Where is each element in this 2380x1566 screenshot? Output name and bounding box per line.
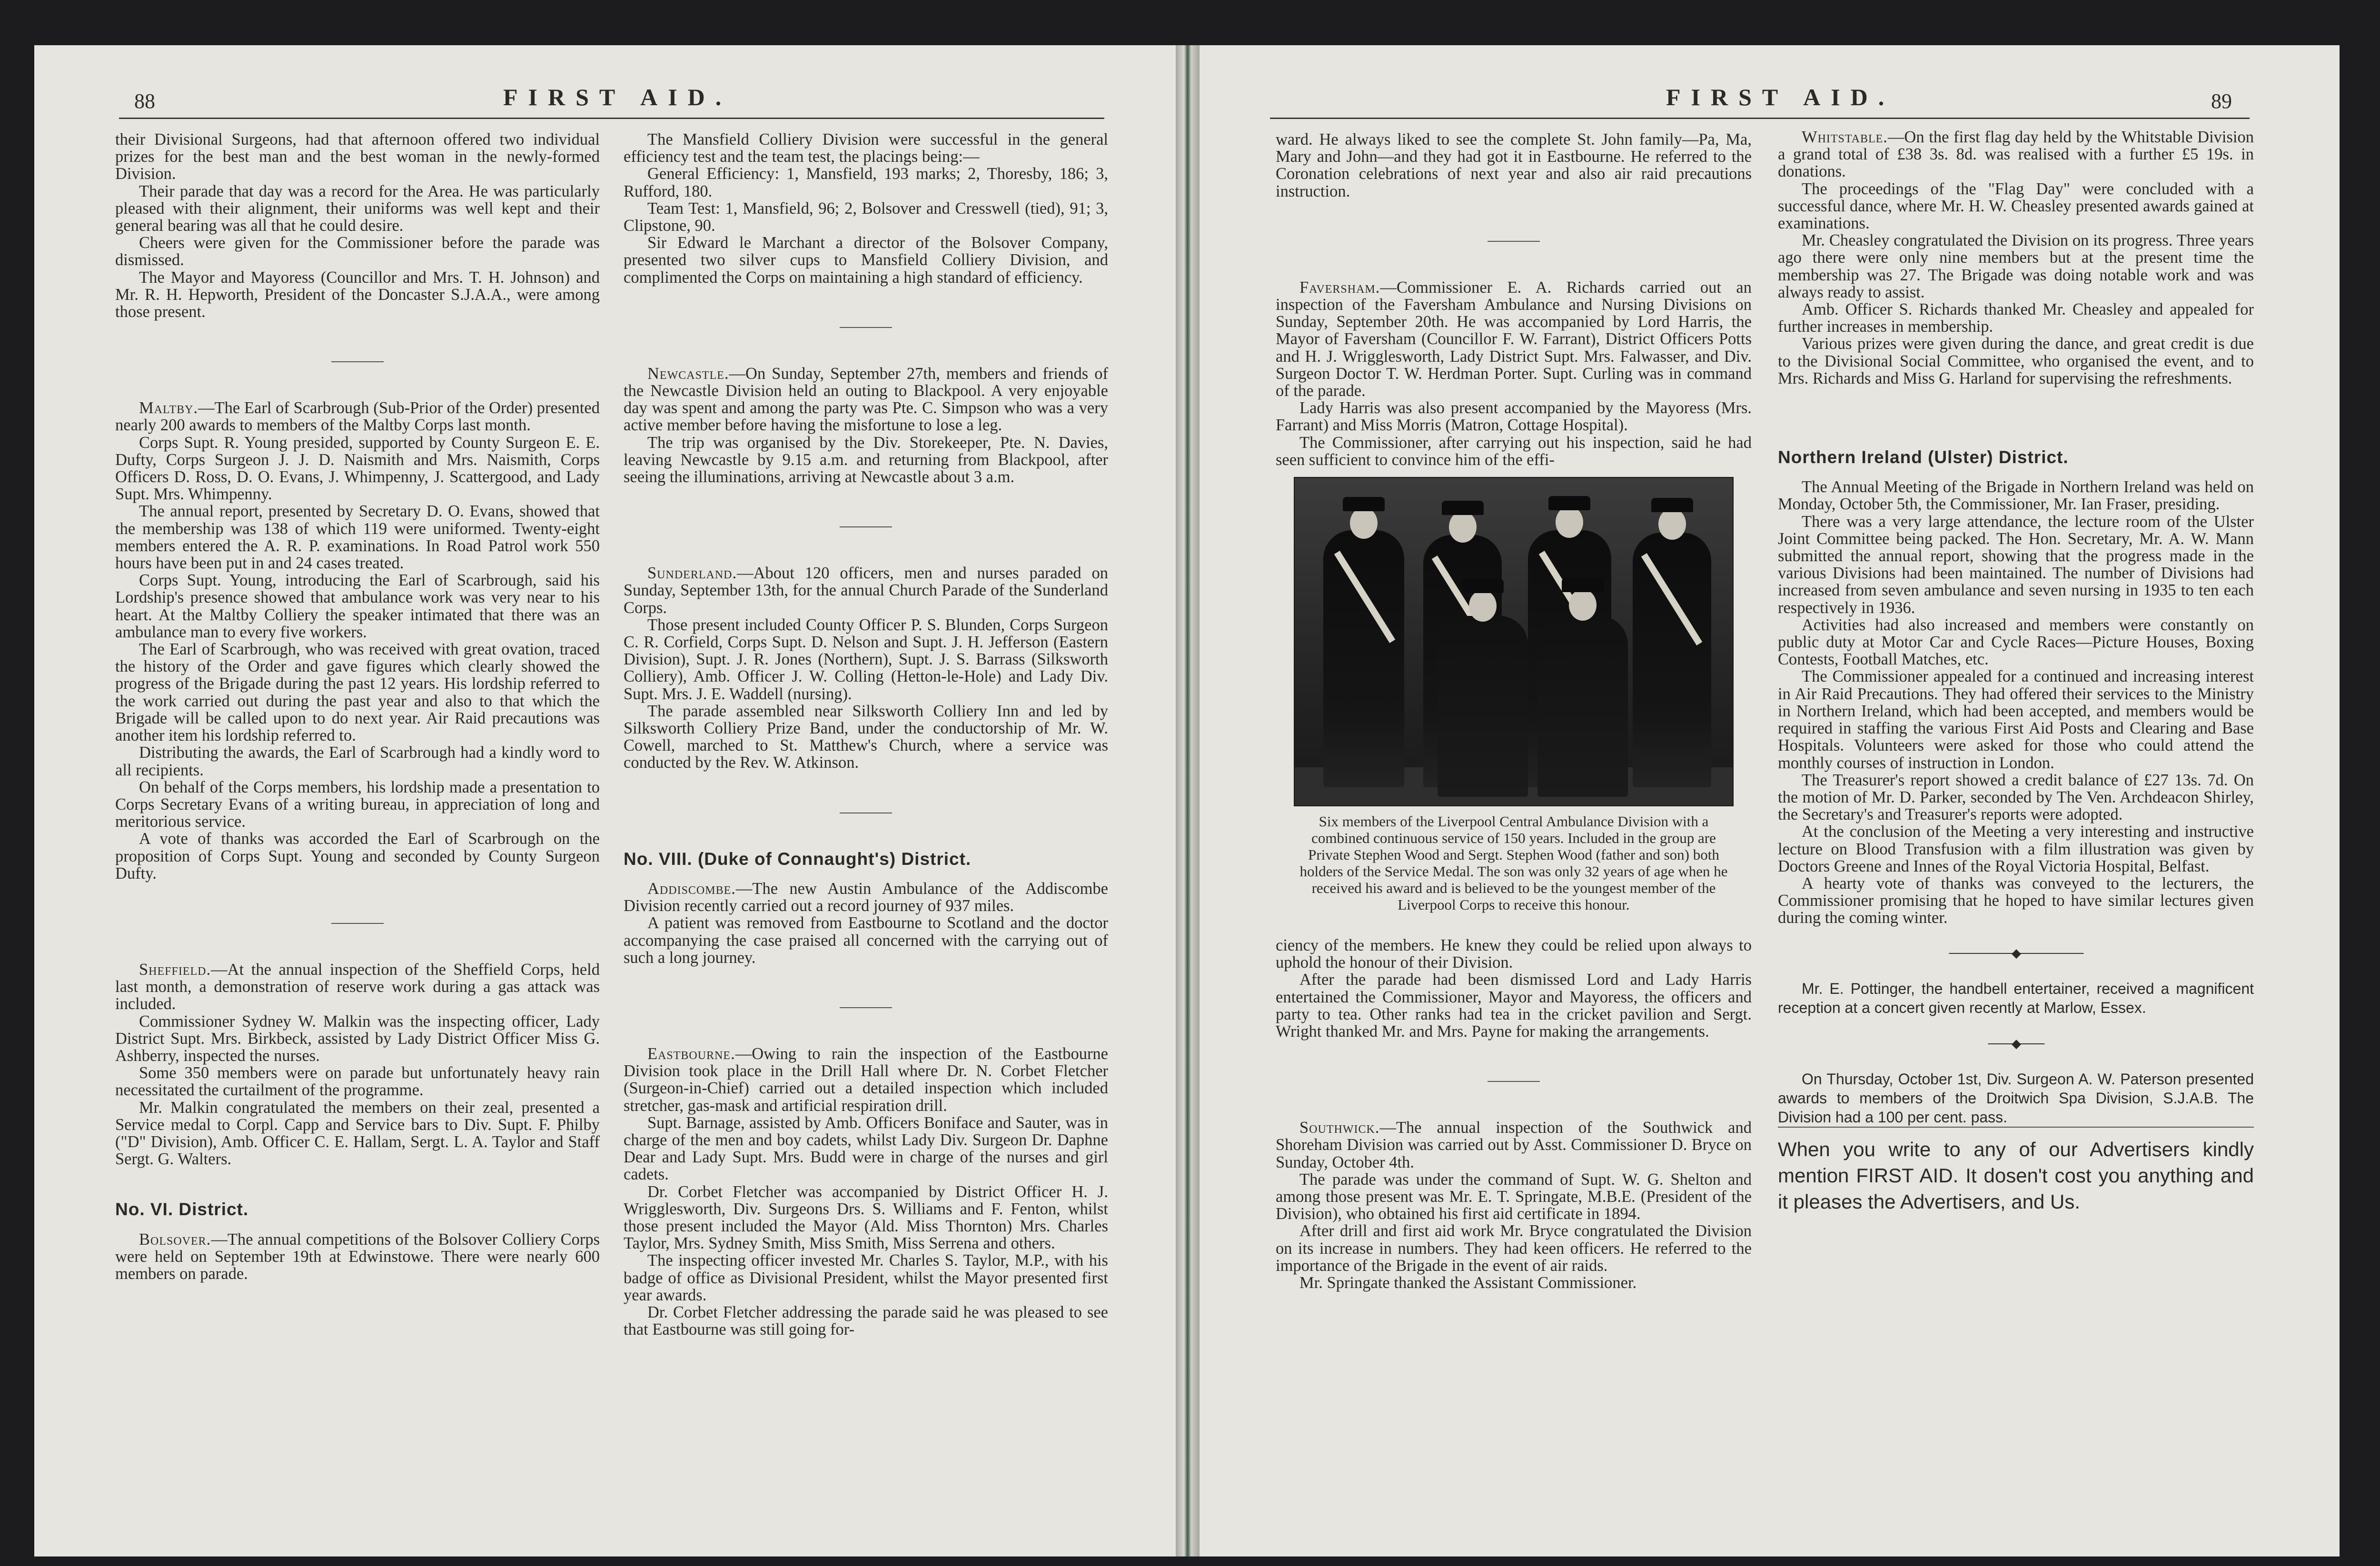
photo-head: [1569, 589, 1597, 621]
paragraph: Dr. Corbet Fletcher addressing the parade said he was pleased to see that Eastbourne was still going for-: [624, 1303, 1108, 1339]
paragraph: Those present included County Officer P. S. Blunden, Corps Surgeon C. R. Corfield, Corps Supt. D. Nelson and Supt. J. H. Jefferson (Eastern Division), Supt. J. R. Jones (Northern), Supt. J. S. Barrass (Silksworth Colliery), Amb. Officer J. W. Colling (Hetton-le-Hole) and Lady Div. Supt. Mrs. J. E. Waddell (nursing).: [624, 615, 1108, 703]
photo-cap: [1343, 497, 1385, 511]
section-divider: [840, 1007, 892, 1008]
paragraph: —The annual inspection of the Southwick and Shoreham Division was carried out by Asst. Commissioner D. Bryce on Sunday, October 4th.: [1276, 1119, 1752, 1171]
section-divider: [840, 526, 892, 527]
paragraph: The Commissioner, after carrying out his inspection, said he had seen sufficient to convince him of the effi-: [1276, 433, 1752, 469]
paragraph: At the conclusion of the Meeting a very interesting and instructive lecture on Blood Transfusion with a film illustration was given by Doctors Greene and Innes of the Royal Victoria Hospital, Belfast.: [1778, 823, 2254, 875]
section-divider: [840, 327, 892, 328]
paragraph: —Commissioner E. A. Richards carried out an inspection of the Faversham Ambulance and Nursing Divisions on Sunday, September 20th. He was accompanied by Lord Harris, the Mayor of Faversham (Councillor F. W. Farrant), District Officers Potts and H. J. Wrigglesworth, Lady District Supt. Mrs. Falwasser, and Div. Surgeon Doctor T. W. Herdman Porter. Supt. Curling was in command of the parade.: [1276, 278, 1752, 400]
ornament-divider: ───◆───: [1988, 1036, 2044, 1051]
paragraph: —The Earl of Scarbrough (Sub-Prior of the Order) presented nearly 200 awards to members of the Maltby Corps last month.: [115, 399, 600, 435]
paragraph: Sir Edward le Marchant a director of the Bolsover Company, presented two silver cups to Mansfield Colliery Division, and complimented the Corps on maintaining a high standard of efficiency.: [624, 234, 1108, 287]
paragraph: After drill and first aid work Mr. Bryce congratulated the Division on its increase in numbers. They had keen officers. He referred to the importance of the Brigade in the event of air raids.: [1276, 1222, 1752, 1275]
place-name: Whitstable.: [1802, 128, 1888, 146]
paragraph: The Annual Meeting of the Brigade in Northern Ireland was held on Monday, October 5th, the Commissioner, Mr. Ian Fraser, presiding.: [1778, 478, 2254, 514]
paragraph: There was a very large attendance, the lecture room of the Ulster Joint Committee being packed. The Hon. Secretary, Mr. A. W. Mann submitted the annual report, showing that the progress made in the various Divisions had been maintained. The number of Divisions had increased from seven ambulance and seven nursing in 1935 to ten each respectively in 1936.: [1778, 512, 2254, 617]
paragraph: —On the first flag day held by the Whitstable Division a grand total of £38 3s. 8d. was realised with a further £5 19s. in donations.: [1778, 128, 2254, 181]
paragraph: The parade assembled near Silksworth Colliery Inn and led by Silksworth Colliery Prize Band, under the conductorship of Mr. W. Cowell, marched to St. Matthew's Church, where a service was conducted by the Rev. W. Atkinson.: [624, 702, 1108, 772]
group-photograph: [1294, 477, 1734, 806]
photo-head: [1469, 590, 1497, 622]
photo-figure: [1438, 616, 1528, 797]
photo-head: [1658, 508, 1686, 540]
place-name: Sunderland.: [647, 564, 737, 583]
column-right-1: [1276, 131, 1752, 1291]
right-page: [1200, 45, 2340, 1556]
place-name: Sheffield.: [139, 960, 211, 979]
paragraph: The Mansfield Colliery Division were successful in the general efficiency test and the team test, the placings being:—: [624, 130, 1108, 166]
paragraph: ward. He always liked to see the complete St. John family—Pa, Ma, Mary and John—and they had got it in Eastbourne. He referred to the Coronation celebrations of next year and also air raid precautions instruction.: [1276, 130, 1752, 200]
paragraph: —At the annual inspection of the Sheffield Corps, held last month, a demonstration of reserve work during a gas attack was included.: [115, 960, 600, 1013]
paragraph: Commissioner Sydney W. Malkin was the inspecting officer, Lady District Supt. Mrs. Birkbeck, assisted by Lady District Officer Miss G. Ashberry, inspected the nurses.: [115, 1012, 600, 1065]
paragraph: Lady Harris was also present accompanied by the Mayoress (Mrs. Farrant) and Miss Morris (Matron, Cottage Hospital).: [1276, 399, 1752, 435]
paragraph: their Divisional Surgeons, had that afternoon offered two individual prizes for the best man and the best woman in the newly-formed Division.: [115, 130, 600, 183]
photo-cap: [1562, 578, 1604, 592]
place-name: Bolsover.: [139, 1230, 211, 1249]
book-spine: [1176, 45, 1200, 1556]
left-page: [34, 45, 1176, 1556]
column-left-2: [624, 131, 1108, 1338]
paragraph: Mr. Springate thanked the Assistant Commissioner.: [1299, 1274, 1637, 1292]
district-heading: Northern Ireland (Ulster) District.: [1778, 447, 2069, 467]
paragraph: Amb. Officer S. Richards thanked Mr. Cheasley and appealed for further increases in membership.: [1778, 300, 2254, 336]
advertiser-notice: When you write to any of our Advertisers kindly mention FIRST AID. It dosen't cost you anything and it pleases the Advertisers, and Us.: [1778, 1127, 2254, 1215]
place-name: Maltby.: [139, 399, 198, 417]
district-heading: No. VI. District.: [115, 1199, 249, 1219]
header-rule: [119, 118, 1104, 119]
paragraph: Supt. Barnage, assisted by Amb. Officers Boniface and Sauter, was in charge of the men and boy cadets, whilst Lady Div. Surgeon Dr. Daphne Dear and Lady Supt. Mrs. Budd were in charge of the nurses and girl cadets.: [624, 1113, 1108, 1184]
photo-head: [1556, 506, 1583, 538]
running-head: FIRST AID.: [503, 84, 732, 110]
section-divider: [331, 923, 384, 924]
paragraph: On behalf of the Corps members, his lordship made a presentation to Corps Secretary Evans of a writing bureau, in appreciation of long and meritorious service.: [115, 778, 600, 831]
paragraph: Corps Supt. R. Young presided, supported by County Surgeon E. E. Dufty, Corps Surgeon J. J. D. Naismith and Mrs. Naismith, Corps Officers D. Ross, D. O. Evans, J. Whimpenny, J. Scattergood, and Lady Supt. Mrs. Whimpenny.: [115, 433, 600, 504]
paragraph: A hearty vote of thanks was conveyed to the lecturers, the Commissioner promising that he hoped to have similar lectures given during the coming winter.: [1778, 874, 2254, 927]
paragraph: Mr. Malkin congratulated the members on their zeal, presented a Service medal to Corpl. Capp and Service bars to Div. Supt. F. Philby ("D" Division), Amb. Officer C. E. Hallam, Sergt. L. A. Taylor and Staff Sergt. G. Walters.: [115, 1098, 600, 1169]
paragraph: General Efficiency: 1, Mansfield, 193 marks; 2, Thoresby, 186; 3, Rufford, 180.: [624, 165, 1108, 200]
header-rule: [1270, 118, 2250, 119]
paragraph: —Owing to rain the inspection of the Eastbourne Division took place in the Drill Hall where Dr. N. Corbet Fletcher (Surgeon-in-Chief) carried out a detailed inspection which included stretcher, gas-mask and artificial respiration drill.: [624, 1044, 1108, 1115]
paragraph: The inspecting officer invested Mr. Charles S. Taylor, M.P., with his badge of office as Divisional President, whilst the Mayor presented first year awards.: [624, 1251, 1108, 1304]
paragraph: A vote of thanks was accorded the Earl of Scarbrough on the proposition of Corps Supt. Young and seconded by County Surgeon Dufty.: [115, 830, 600, 882]
paragraph: —On Sunday, September 27th, members and friends of the Newcastle Division held an outing to Blackpool. A very enjoyable day was spent and among the party was Pte. C. Simpson who was a very active member before having the misfortune to lose a leg.: [624, 364, 1108, 435]
paragraph: Distributing the awards, the Earl of Scarbrough had a kindly word to all recipients.: [115, 743, 600, 779]
paragraph: After the parade had been dismissed Lord and Lady Harris entertained the Commissioner, Mayor and Mayoress, the officers and party to tea. Other ranks had tea in the cricket pavilion and Sergt. Wright thanked Mr. and Mrs. Payne for making the arrangements.: [1276, 971, 1752, 1041]
paragraph: Their parade that day was a record for the Area. He was particularly pleased with their alignment, their uniforms was well kept and their general bearing was all that he could desire.: [115, 182, 600, 235]
place-name: Eastbourne.: [647, 1044, 735, 1063]
paragraph: —About 120 officers, men and nurses paraded on Sunday, September 13th, for the annual Church Parade of the Sunderland Corps.: [624, 564, 1108, 617]
place-name: Southwick.: [1299, 1119, 1380, 1137]
paragraph: Cheers were given for the Commissioner before the parade was dismissed.: [115, 234, 600, 269]
place-name: Newcastle.: [647, 364, 729, 383]
photo-cap: [1462, 579, 1504, 593]
paragraph: —The annual competitions of the Bolsover Colliery Corps were held on September 19th at Edwinstowe. There were nearly 600 members on parade.: [115, 1230, 600, 1283]
ornament-divider: ────────◆────────: [1949, 946, 2083, 960]
place-name: Addiscombe.: [647, 879, 736, 898]
column-left-1: [115, 131, 600, 1282]
section-divider: [1488, 241, 1540, 242]
paragraph: The trip was organised by the Div. Storekeeper, Pte. N. Davies, leaving Newcastle by 9.15 a.m. and returning from Blackpool, after seeing the illuminations, arriving at Newcastle about 3 a.m.: [624, 433, 1108, 486]
running-head: FIRST AID.: [1666, 84, 1895, 110]
paragraph: Team Test: 1, Mansfield, 96; 2, Bolsover and Cresswell (tied), 91; 3, Clipstone, 90.: [624, 199, 1108, 235]
notice: On Thursday, October 1st, Div. Surgeon A. W. Paterson presented awards to members of the Droitwich Spa Division, S.J.A.B. The Division had a 100 per cent. pass.: [1778, 1070, 2254, 1126]
paragraph: Corps Supt. Young, introducing the Earl of Scarbrough, said his Lordship's presence showed that ambulance work was very near to his heart. At the Maltby Colliery the speaker intimated that there was an ambulance man to every five workers.: [115, 571, 600, 641]
paragraph: Some 350 members were on parade but unfortunately heavy rain necessitated the curtailment of the programme.: [115, 1064, 600, 1100]
paragraph: Activities had also increased and members were constantly on public duty at Motor Car and Cycle Races—Picture Houses, Boxing Contests, Football Matches, etc.: [1778, 615, 2254, 669]
paragraph: The proceedings of the "Flag Day" were concluded with a successful dance, where Mr. H. W. Cheasley presented awards gained at examinations.: [1778, 179, 2254, 233]
notice: Mr. E. Pottinger, the handbell entertainer, received a magnificent reception at a concert given recently at Marlow, Essex.: [1778, 980, 2254, 1016]
photo-head: [1449, 511, 1477, 543]
district-heading: No. VIII. (Duke of Connaught's) District.: [624, 849, 972, 869]
paragraph: —The new Austin Ambulance of the Addiscombe Division recently carried out a record journey of 937 miles.: [624, 879, 1108, 915]
photo-cap: [1548, 496, 1590, 510]
paragraph: The parade was under the command of Supt. W. G. Shelton and among those present was Mr. E. T. Springate, M.B.E. (President of the Division), who obtained his first aid certificate in 1894.: [1276, 1170, 1752, 1223]
paragraph: Various prizes were given during the dance, and great credit is due to the Divisional Social Committee, who organised the event, and to Mrs. Richards and Miss G. Harland for supervising the refreshments.: [1778, 335, 2254, 387]
page-number: 88: [134, 89, 155, 113]
paragraph: The Mayor and Mayoress (Councillor and Mrs. T. H. Johnson) and Mr. R. H. Hepworth, President of the Doncaster S.J.A.A., were among those present.: [115, 268, 600, 321]
photo-cap: [1442, 501, 1484, 515]
paragraph: The Earl of Scarbrough, who was received with great ovation, traced the history of the Order and gave figures which clearly showed the progress of the Brigade during the past 12 years. His lordship referred to the work carried out during the past year and also to that which the Brigade will be called upon to do next year. Air Raid precautions was another item his lordship referred to.: [115, 640, 600, 745]
photo-figure: [1633, 533, 1711, 787]
paragraph: The annual report, presented by Secretary D. O. Evans, showed that the membership was 138 of which 119 were uniformed. Twenty-eight members entered the A. R. P. examinations. In Road Patrol work 550 hours have been put in and 24 cases treated.: [115, 502, 600, 573]
page-number: 89: [2211, 89, 2232, 113]
place-name: Faversham.: [1299, 278, 1380, 297]
paragraph: The Treasurer's report showed a credit balance of £27 13s. 7d. On the motion of Mr. D. Parker, seconded by The Ven. Archdeacon Shirley, the Secretary's and Treasurer's reports were adopted.: [1778, 771, 2254, 824]
column-right-2: [1778, 129, 2254, 1215]
paragraph: A patient was removed from Eastbourne to Scotland and the doctor accompanying the case praised all concerned with the carrying out of such a long journey.: [624, 914, 1108, 967]
paragraph: Mr. Cheasley congratulated the Division on its progress. Three years ago there were only nine members but at the present time the membership was 27. The Brigade was doing notable work and was always ready to assist.: [1778, 231, 2254, 301]
photo-figure: [1323, 530, 1404, 787]
section-divider: [1488, 1081, 1540, 1082]
paragraph: ciency of the members. He knew they could be relied upon always to uphold the honour of their Division.: [1276, 936, 1752, 972]
photo-caption: Six members of the Liverpool Central Ambulance Division with a combined continuous service of 150 years. Included in the group are Private Stephen Wood and Sergt. Stephen Wood (father and son) both holders of the Service Medal. The son was only 32 years of age when he received his award and is believed to be the youngest member of the Liverpool Corps to receive this honour.: [1299, 813, 1728, 913]
section-divider: [331, 361, 384, 362]
paragraph: The Commissioner appealed for a continued and increasing interest in Air Raid Precautions. They had offered their services to the Ministry in Northern Ireland, which had been accepted, and members would be required in staffing the various First Aid Posts and Clearing and Base Hospitals. Volunteers were asked for those who could attend the monthly courses of instruction in London.: [1778, 667, 2254, 772]
photo-head: [1350, 507, 1378, 539]
paragraph: Dr. Corbet Fletcher was accompanied by District Officer H. J. Wrigglesworth, Div. Surgeons Drs. S. Williams and F. Fenton, whilst those present included the Mayor (Ald. Miss Thornton) Mrs. Charles Taylor, Mrs. Sydney Smith, Miss Smith, Miss Serrena and others.: [624, 1182, 1108, 1253]
photo-cap: [1651, 498, 1693, 512]
photo-figure: [1537, 616, 1628, 797]
